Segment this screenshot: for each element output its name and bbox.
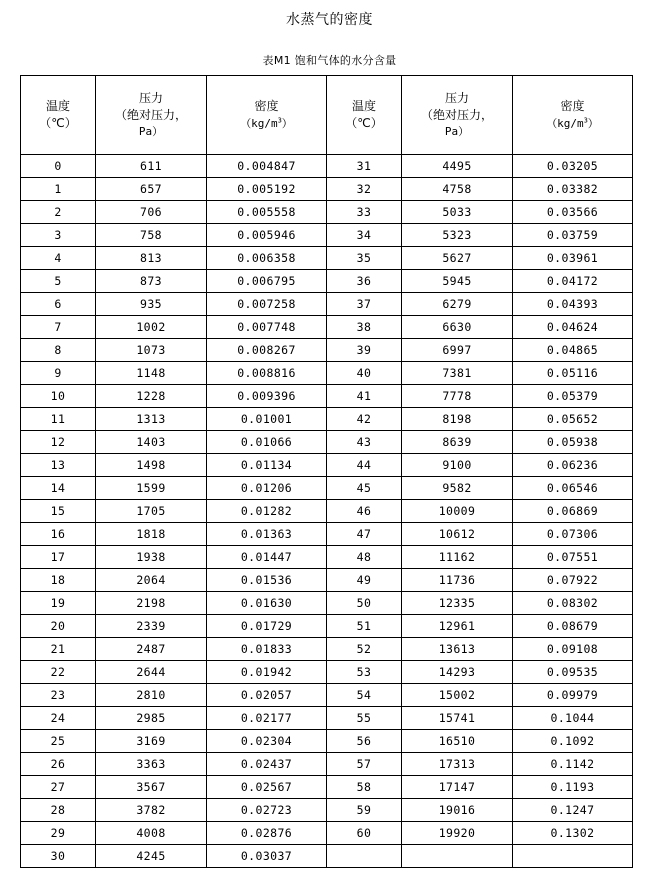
cell-temperature-1: 27	[21, 776, 96, 799]
cell-temperature-2: 46	[327, 500, 402, 523]
cell-temperature-1: 19	[21, 592, 96, 615]
cell-density-1: 0.006358	[207, 247, 327, 270]
table-row	[21, 500, 633, 523]
header-pressure-label-1: 压力	[138, 90, 163, 105]
cell-density-1: 0.01001	[207, 408, 327, 431]
cell-temperature-1: 4	[21, 247, 96, 270]
cell-pressure-2: 17313	[402, 753, 513, 776]
table-row	[21, 201, 633, 224]
cell-pressure-1: 3567	[96, 776, 207, 799]
header-pressure-2	[402, 76, 513, 155]
cell-pressure-2: 10612	[402, 523, 513, 546]
table-row	[21, 270, 633, 293]
cell-temperature-1: 17	[21, 546, 96, 569]
cell-pressure-1: 4245	[96, 845, 207, 868]
cell-temperature-1: 24	[21, 707, 96, 730]
cell-temperature-1: 29	[21, 822, 96, 845]
cell-pressure-2: 17147	[402, 776, 513, 799]
cell-density-2: 0.04865	[513, 339, 633, 362]
cell-density-2: 0.06869	[513, 500, 633, 523]
cell-pressure-1: 1073	[96, 339, 207, 362]
cell-temperature-2: 48	[327, 546, 402, 569]
cell-pressure-1: 2339	[96, 615, 207, 638]
cell-pressure-1: 1938	[96, 546, 207, 569]
cell-pressure-2: 9100	[402, 454, 513, 477]
cell-density-1: 0.005946	[207, 224, 327, 247]
cell-temperature-1: 20	[21, 615, 96, 638]
cell-temperature-2: 37	[327, 293, 402, 316]
table-row	[21, 339, 633, 362]
cell-pressure-1: 813	[96, 247, 207, 270]
cell-pressure-2: 19920	[402, 822, 513, 845]
table-row	[21, 684, 633, 707]
header-pressure-label-2: 压力	[444, 90, 469, 105]
cell-pressure-1: 1002	[96, 316, 207, 339]
cell-pressure-2: 9582	[402, 477, 513, 500]
cell-density-1: 0.02057	[207, 684, 327, 707]
table-row	[21, 615, 633, 638]
cell-temperature-2: 49	[327, 569, 402, 592]
density-unit-superscript-2: 3	[583, 116, 588, 125]
cell-density-2: 0.05379	[513, 385, 633, 408]
cell-temperature-1: 10	[21, 385, 96, 408]
density-unit-suffix-2: ）	[587, 116, 599, 130]
cell-pressure-1: 758	[96, 224, 207, 247]
saturated-gas-moisture-table	[20, 75, 633, 868]
cell-density-1: 0.01729	[207, 615, 327, 638]
cell-pressure-1: 2810	[96, 684, 207, 707]
cell-pressure-2	[402, 845, 513, 868]
table-row	[21, 822, 633, 845]
cell-pressure-1: 873	[96, 270, 207, 293]
cell-pressure-1: 3169	[96, 730, 207, 753]
cell-density-2: 0.1193	[513, 776, 633, 799]
table-row	[21, 247, 633, 270]
cell-pressure-2: 16510	[402, 730, 513, 753]
cell-density-1: 0.004847	[207, 155, 327, 178]
table-row	[21, 523, 633, 546]
cell-density-2: 0.06546	[513, 477, 633, 500]
cell-temperature-2: 42	[327, 408, 402, 431]
cell-temperature-2: 52	[327, 638, 402, 661]
cell-temperature-2: 39	[327, 339, 402, 362]
cell-pressure-1: 935	[96, 293, 207, 316]
cell-temperature-2: 41	[327, 385, 402, 408]
cell-temperature-1: 18	[21, 569, 96, 592]
cell-temperature-2: 31	[327, 155, 402, 178]
cell-pressure-2: 6997	[402, 339, 513, 362]
table-row	[21, 362, 633, 385]
cell-pressure-2: 4495	[402, 155, 513, 178]
cell-temperature-1: 30	[21, 845, 96, 868]
table-row	[21, 776, 633, 799]
table-row	[21, 845, 633, 868]
cell-temperature-1: 8	[21, 339, 96, 362]
table-header	[21, 76, 633, 155]
cell-pressure-2: 5627	[402, 247, 513, 270]
cell-density-2: 0.09535	[513, 661, 633, 684]
cell-density-2: 0.08679	[513, 615, 633, 638]
cell-temperature-1: 14	[21, 477, 96, 500]
table-row	[21, 569, 633, 592]
header-density-unit-2	[515, 116, 630, 132]
header-temperature-1	[21, 76, 96, 155]
cell-density-1: 0.02723	[207, 799, 327, 822]
cell-density-1: 0.02567	[207, 776, 327, 799]
cell-pressure-1: 1818	[96, 523, 207, 546]
cell-density-2: 0.07551	[513, 546, 633, 569]
cell-pressure-2: 10009	[402, 500, 513, 523]
cell-density-2: 0.04624	[513, 316, 633, 339]
table-row	[21, 638, 633, 661]
table-row	[21, 753, 633, 776]
header-pressure-unit-line1-2: （绝对压力，	[420, 108, 493, 123]
cell-temperature-1: 2	[21, 201, 96, 224]
cell-pressure-1: 1498	[96, 454, 207, 477]
cell-temperature-1: 7	[21, 316, 96, 339]
cell-density-1: 0.03037	[207, 845, 327, 868]
cell-density-2: 0.05938	[513, 431, 633, 454]
table-row	[21, 546, 633, 569]
cell-pressure-1: 657	[96, 178, 207, 201]
table-caption: 表M1 饱和气体的水分含量	[262, 54, 397, 67]
cell-density-1: 0.006795	[207, 270, 327, 293]
table-row	[21, 408, 633, 431]
header-density-2	[513, 76, 633, 155]
table-row	[21, 592, 633, 615]
cell-pressure-1: 2487	[96, 638, 207, 661]
cell-temperature-2: 51	[327, 615, 402, 638]
cell-temperature-2: 50	[327, 592, 402, 615]
table-row	[21, 431, 633, 454]
cell-temperature-2: 35	[327, 247, 402, 270]
cell-temperature-1: 5	[21, 270, 96, 293]
table-row	[21, 477, 633, 500]
table-row	[21, 730, 633, 753]
cell-temperature-1: 0	[21, 155, 96, 178]
cell-density-2: 0.07922	[513, 569, 633, 592]
cell-density-2	[513, 845, 633, 868]
cell-density-2: 0.1092	[513, 730, 633, 753]
cell-pressure-2: 15002	[402, 684, 513, 707]
cell-density-1: 0.007258	[207, 293, 327, 316]
cell-temperature-2: 38	[327, 316, 402, 339]
cell-density-2: 0.03759	[513, 224, 633, 247]
cell-density-1: 0.01536	[207, 569, 327, 592]
cell-pressure-2: 19016	[402, 799, 513, 822]
header-density-label-2: 密度	[560, 99, 585, 114]
cell-density-1: 0.01447	[207, 546, 327, 569]
header-temperature-unit-1: （℃）	[39, 116, 77, 130]
cell-pressure-2: 6630	[402, 316, 513, 339]
cell-pressure-1: 4008	[96, 822, 207, 845]
cell-pressure-1: 2198	[96, 592, 207, 615]
header-temperature-2	[327, 76, 402, 155]
cell-pressure-2: 12961	[402, 615, 513, 638]
cell-pressure-1: 706	[96, 201, 207, 224]
cell-pressure-1: 3782	[96, 799, 207, 822]
cell-density-2: 0.1302	[513, 822, 633, 845]
cell-density-2: 0.05116	[513, 362, 633, 385]
cell-temperature-1: 6	[21, 293, 96, 316]
cell-density-2: 0.03205	[513, 155, 633, 178]
cell-pressure-1: 1705	[96, 500, 207, 523]
cell-density-1: 0.02437	[207, 753, 327, 776]
header-pressure-1	[96, 76, 207, 155]
cell-density-1: 0.008267	[207, 339, 327, 362]
cell-density-1: 0.01630	[207, 592, 327, 615]
table-container	[0, 75, 659, 868]
density-unit-superscript-1: 3	[277, 116, 282, 125]
cell-pressure-2: 5945	[402, 270, 513, 293]
cell-pressure-1: 1228	[96, 385, 207, 408]
cell-temperature-1: 23	[21, 684, 96, 707]
cell-density-2: 0.03566	[513, 201, 633, 224]
cell-temperature-1: 22	[21, 661, 96, 684]
cell-temperature-1: 15	[21, 500, 96, 523]
cell-temperature-2: 43	[327, 431, 402, 454]
cell-pressure-1: 611	[96, 155, 207, 178]
header-row	[21, 76, 633, 155]
cell-pressure-2: 11736	[402, 569, 513, 592]
header-pressure-unit-line1-1: （绝对压力，	[114, 108, 187, 123]
cell-density-1: 0.005558	[207, 201, 327, 224]
cell-temperature-2: 32	[327, 178, 402, 201]
cell-pressure-2: 15741	[402, 707, 513, 730]
table-body	[21, 155, 633, 868]
cell-pressure-1: 1148	[96, 362, 207, 385]
cell-pressure-2: 13613	[402, 638, 513, 661]
cell-temperature-2: 59	[327, 799, 402, 822]
cell-density-2: 0.1044	[513, 707, 633, 730]
table-row	[21, 707, 633, 730]
cell-temperature-2: 47	[327, 523, 402, 546]
cell-pressure-1: 2064	[96, 569, 207, 592]
cell-pressure-2: 7778	[402, 385, 513, 408]
cell-temperature-1: 13	[21, 454, 96, 477]
cell-density-1: 0.01066	[207, 431, 327, 454]
cell-density-2: 0.03961	[513, 247, 633, 270]
table-row	[21, 224, 633, 247]
cell-density-1: 0.01206	[207, 477, 327, 500]
table-row	[21, 178, 633, 201]
cell-pressure-1: 1599	[96, 477, 207, 500]
cell-temperature-1: 26	[21, 753, 96, 776]
cell-density-1: 0.01833	[207, 638, 327, 661]
table-row	[21, 385, 633, 408]
cell-pressure-1: 3363	[96, 753, 207, 776]
cell-pressure-2: 8639	[402, 431, 513, 454]
cell-pressure-2: 4758	[402, 178, 513, 201]
table-row	[21, 799, 633, 822]
cell-temperature-1: 25	[21, 730, 96, 753]
cell-pressure-2: 12335	[402, 592, 513, 615]
header-temperature-label-1: 温度	[45, 98, 70, 113]
cell-pressure-2: 11162	[402, 546, 513, 569]
cell-temperature-1: 28	[21, 799, 96, 822]
cell-temperature-2: 56	[327, 730, 402, 753]
cell-temperature-1: 11	[21, 408, 96, 431]
cell-temperature-2: 54	[327, 684, 402, 707]
cell-density-2: 0.04172	[513, 270, 633, 293]
cell-temperature-2: 53	[327, 661, 402, 684]
density-unit-prefix-2: （kg/m	[546, 116, 584, 130]
cell-pressure-2: 5323	[402, 224, 513, 247]
cell-density-2: 0.06236	[513, 454, 633, 477]
cell-density-1: 0.02876	[207, 822, 327, 845]
cell-temperature-2: 40	[327, 362, 402, 385]
cell-temperature-1: 21	[21, 638, 96, 661]
cell-density-1: 0.007748	[207, 316, 327, 339]
cell-temperature-1: 16	[21, 523, 96, 546]
cell-pressure-2: 6279	[402, 293, 513, 316]
cell-temperature-2: 34	[327, 224, 402, 247]
cell-density-2: 0.09979	[513, 684, 633, 707]
cell-density-2: 0.1142	[513, 753, 633, 776]
cell-density-1: 0.005192	[207, 178, 327, 201]
header-pressure-unit-line2-1: Pa）	[138, 125, 164, 139]
density-unit-suffix-1: ）	[281, 116, 293, 130]
cell-pressure-2: 14293	[402, 661, 513, 684]
cell-density-2: 0.04393	[513, 293, 633, 316]
cell-temperature-1: 12	[21, 431, 96, 454]
cell-density-1: 0.01363	[207, 523, 327, 546]
cell-pressure-1: 1403	[96, 431, 207, 454]
cell-temperature-1: 1	[21, 178, 96, 201]
cell-pressure-1: 1313	[96, 408, 207, 431]
cell-temperature-2: 57	[327, 753, 402, 776]
header-density-unit-1	[209, 116, 324, 132]
cell-density-1: 0.01942	[207, 661, 327, 684]
cell-temperature-1: 9	[21, 362, 96, 385]
header-density-label-1: 密度	[254, 99, 279, 114]
cell-temperature-2: 44	[327, 454, 402, 477]
header-temperature-unit-2: （℃）	[345, 116, 383, 130]
cell-temperature-2: 33	[327, 201, 402, 224]
header-temperature-label-2: 温度	[351, 98, 376, 113]
cell-pressure-1: 2644	[96, 661, 207, 684]
cell-temperature-1: 3	[21, 224, 96, 247]
cell-density-2: 0.09108	[513, 638, 633, 661]
table-row	[21, 454, 633, 477]
cell-density-1: 0.009396	[207, 385, 327, 408]
table-row	[21, 316, 633, 339]
cell-pressure-1: 2985	[96, 707, 207, 730]
cell-temperature-2: 45	[327, 477, 402, 500]
cell-density-1: 0.02304	[207, 730, 327, 753]
cell-density-2: 0.07306	[513, 523, 633, 546]
header-pressure-unit-line2-2: Pa）	[444, 125, 470, 139]
cell-density-1: 0.01134	[207, 454, 327, 477]
page-title: 水蒸气的密度	[286, 12, 373, 28]
cell-temperature-2: 55	[327, 707, 402, 730]
cell-density-2: 0.05652	[513, 408, 633, 431]
cell-pressure-2: 7381	[402, 362, 513, 385]
cell-temperature-2: 36	[327, 270, 402, 293]
cell-temperature-2: 60	[327, 822, 402, 845]
cell-pressure-2: 5033	[402, 201, 513, 224]
cell-density-2: 0.03382	[513, 178, 633, 201]
cell-density-1: 0.008816	[207, 362, 327, 385]
table-row	[21, 293, 633, 316]
cell-density-2: 0.1247	[513, 799, 633, 822]
cell-density-1: 0.02177	[207, 707, 327, 730]
table-row	[21, 661, 633, 684]
header-density-1	[207, 76, 327, 155]
cell-temperature-2	[327, 845, 402, 868]
cell-temperature-2: 58	[327, 776, 402, 799]
cell-density-2: 0.08302	[513, 592, 633, 615]
table-row	[21, 155, 633, 178]
cell-pressure-2: 8198	[402, 408, 513, 431]
density-unit-prefix-1: （kg/m	[240, 116, 278, 130]
cell-density-1: 0.01282	[207, 500, 327, 523]
